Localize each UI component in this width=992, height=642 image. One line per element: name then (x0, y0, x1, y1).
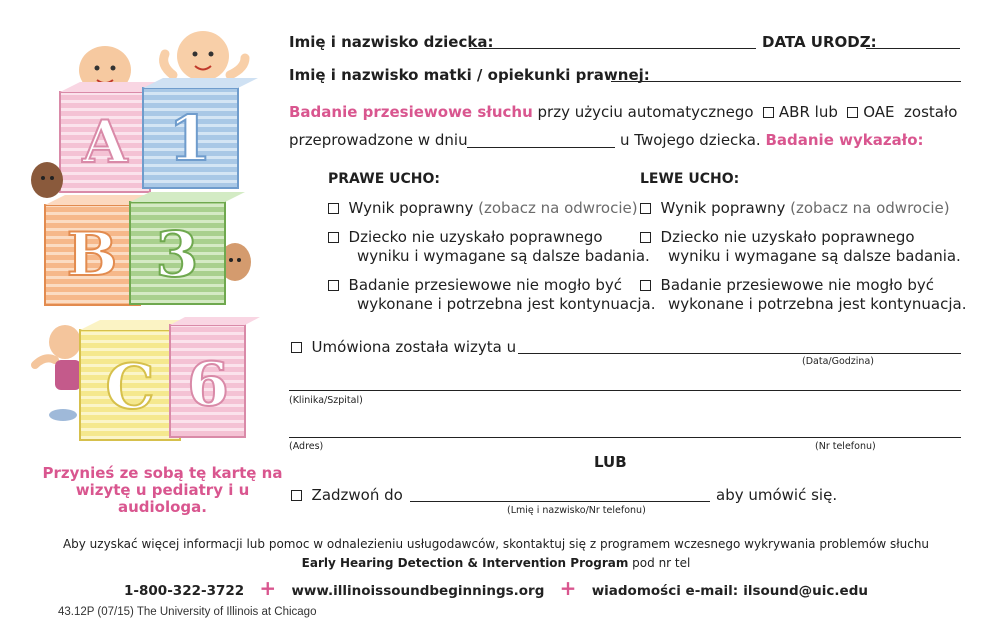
program-line (0, 556, 992, 570)
right-incomplete-line1: Badanie przesiewowe nie mogło być (348, 276, 622, 294)
appointment-provider-field[interactable] (518, 353, 961, 354)
abr-checkbox[interactable] (763, 107, 774, 118)
plus-icon: + (559, 576, 577, 600)
phone-caption: (Nr telefonu) (815, 441, 876, 452)
right-ear-option-incomplete[interactable] (328, 276, 622, 294)
baby-sitting-icon (35, 325, 81, 421)
right-refer-checkbox[interactable] (328, 232, 339, 243)
bring-card-note: Przynieś ze sobą tę kartę na wizytę u pediatry i u audiologa. (42, 464, 283, 516)
right-ear-option-refer[interactable] (328, 228, 603, 246)
address-caption: (Adres) (289, 441, 324, 452)
left-incomplete-line1: Badanie przesiewowe nie mogło być (660, 276, 934, 294)
left-ear-option-pass[interactable] (640, 199, 950, 217)
right-refer-line1: Dziecko nie uzyskało poprawnego (348, 228, 603, 246)
dob-label: DATA URODZ: (762, 33, 877, 51)
right-incomplete-line2: wykonane i potrzebna jest kontynuacja. (357, 295, 656, 313)
left-incomplete-checkbox[interactable] (640, 280, 651, 291)
clinic-caption: (Klinika/Szpital) (289, 395, 363, 406)
right-pass-label: Wynik poprawny (348, 199, 474, 217)
left-pass-note: (zobacz na odwrocie) (790, 199, 950, 217)
left-refer-line1: Dziecko nie uzyskało poprawnego (660, 228, 915, 246)
abr-label: ABR (778, 103, 810, 121)
mother-name-label: Imię i nazwisko matki / opiekunki prawnej: (289, 66, 650, 84)
block-letter-b: B (66, 220, 118, 290)
dob-field[interactable] (866, 48, 960, 49)
child-name-field[interactable] (469, 48, 756, 49)
or-label: lub (814, 103, 838, 121)
screening-date-field[interactable] (467, 147, 615, 148)
call-option[interactable] (291, 486, 403, 504)
name-phone-caption: (Lmię i nazwisko/Nr telefonu) (507, 505, 646, 516)
right-pass-note: (zobacz na odwrocie) (478, 199, 638, 217)
appointment-checkbox[interactable] (291, 342, 302, 353)
mother-name-field[interactable] (611, 81, 961, 82)
footer-code: 43.12P (07/15) The University of Illinois at Chicago (58, 606, 317, 618)
right-refer-line2: wyniku i wymagane są dalsze badania. (357, 247, 650, 265)
right-ear-option-pass[interactable] (328, 199, 638, 217)
right-ear-title: PRAWE UCHO: (328, 171, 440, 187)
screening-intro-line (289, 103, 957, 121)
left-pass-checkbox[interactable] (640, 203, 651, 214)
email-link[interactable]: ilsound@uic.edu (743, 583, 868, 599)
info-text: Aby uzyskać więcej informacji lub pomoc w odnalezieniu usługodawców, skontaktuj się z programem wczesnego wykrywania problemów słuchu (62, 537, 930, 551)
baby-blocks-illustration (25, 20, 275, 460)
block-letter-a: A (82, 108, 128, 176)
result-label: Badanie wykazało: (765, 131, 924, 149)
left-pass-label: Wynik poprawny (660, 199, 786, 217)
zostalo-text: zostało (904, 103, 958, 121)
phone-number[interactable]: 1-800-322-3722 (124, 583, 245, 599)
right-pass-checkbox[interactable] (328, 203, 339, 214)
left-ear-title: LEWE UCHO: (640, 171, 740, 187)
left-refer-checkbox[interactable] (640, 232, 651, 243)
left-refer-line2: wyniku i wymagane są dalsze badania. (668, 247, 961, 265)
or-divider: LUB (594, 453, 627, 471)
clinic-field[interactable] (289, 390, 961, 391)
program-suffix: pod nr tel (632, 556, 691, 570)
oae-checkbox[interactable] (847, 107, 858, 118)
block-number-6: 6 (187, 350, 229, 420)
call-label: Zadzwoń do (311, 486, 403, 504)
your-child-label: u Twojego dziecka. (620, 131, 761, 149)
contact-line (0, 576, 992, 600)
address-field[interactable] (289, 437, 961, 438)
right-incomplete-checkbox[interactable] (328, 280, 339, 291)
call-contact-field[interactable] (410, 501, 710, 502)
oae-label: OAE (863, 103, 895, 121)
child-name-label: Imię i nazwisko dziecka: (289, 33, 494, 51)
block-number-1: 1 (168, 102, 212, 175)
plus-icon: + (259, 576, 277, 600)
left-incomplete-line2: wykonane i potrzebna jest kontynuacja. (668, 295, 967, 313)
website-link[interactable]: www.illinoissoundbeginnings.org (291, 583, 545, 599)
call-suffix: aby umówić się. (716, 486, 838, 504)
baby-peeking-icon (31, 162, 63, 198)
block-number-3: 3 (155, 218, 199, 291)
date-time-caption: (Data/Godzina) (802, 356, 874, 367)
screening-method-text: przy użyciu automatycznego (537, 103, 754, 121)
screening-date-text: przeprowadzone w dniu (289, 131, 468, 149)
block-letter-c: C (105, 350, 155, 423)
program-name: Early Hearing Detection & Intervention Program (301, 556, 629, 570)
email-label: wiadomości e-mail: (591, 583, 739, 599)
appointment-label: Umówiona została wizyta u (311, 338, 517, 356)
left-ear-option-incomplete[interactable] (640, 276, 934, 294)
call-checkbox[interactable] (291, 490, 302, 501)
screening-title: Badanie przesiewowe słuchu (289, 103, 533, 121)
appointment-option[interactable] (291, 338, 516, 356)
your-child-text (620, 131, 924, 149)
left-ear-option-refer[interactable] (640, 228, 915, 246)
